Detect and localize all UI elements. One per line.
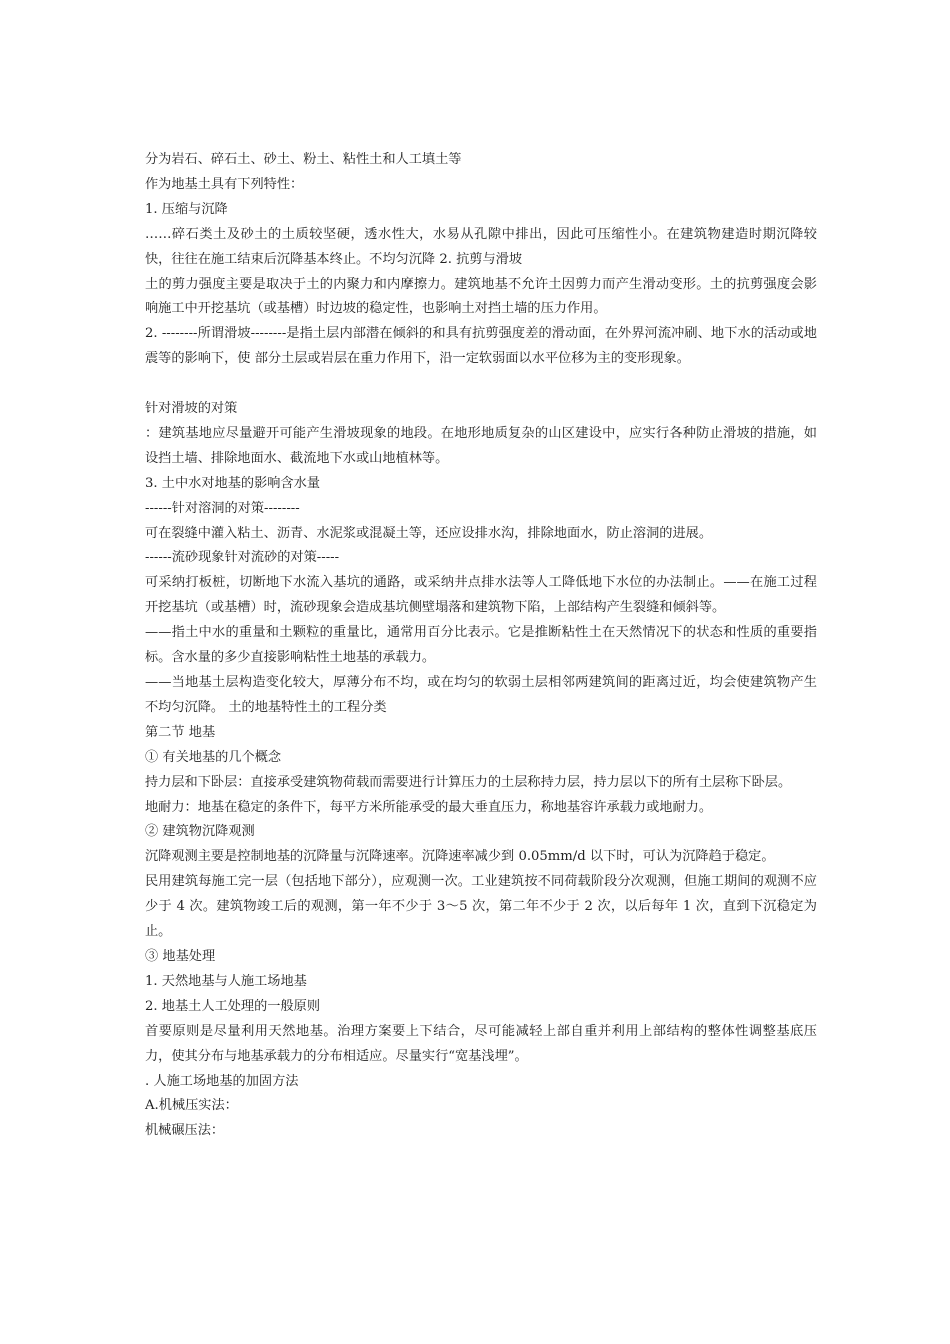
paragraph-bearing-capacity: 地耐力：地基在稳定的条件下，每平方米所能承受的最大垂直压力，称地基容许承载力或地耐力。	[145, 799, 713, 815]
heading-mechanical-rolling: 机械碾压法：	[145, 1123, 225, 1139]
heading-compression-settlement: 1. 压缩与沉降	[145, 201, 228, 217]
heading-reinforcement-methods: . 人施工场地基的加固方法	[145, 1073, 299, 1089]
blank-line	[145, 372, 817, 397]
paragraph-water-content-definition: ——指土中水的重量和土颗粒的重量比，通常用百分比表示。它是推断粘性土在天然情况下的状态和性质的重要指标。含水量的多少直接影响粘性土地基的承载力。	[145, 625, 817, 666]
heading-mechanical-compaction: A.机械压实法：	[145, 1098, 238, 1114]
heading-section-2-foundation: 第二节 地基	[145, 724, 216, 740]
heading-settlement-observation: ② 建筑物沉降观测	[145, 824, 255, 840]
paragraph-quicksand-countermeasures: 可采纳打板桩，切断地下水流入基坑的通路，或采纳井点排水法等人工降低地下水位的办法制止。——在施工过程开挖基坑（或基槽）时，流砂现象会造成基坑侧壁塌落和建筑物下陷，上部结构产生裂缝和倾斜等。	[145, 575, 817, 616]
paragraph-shear-strength: 土的剪力强度主要是取决于土的内聚力和内摩擦力。建筑地基不允许土因剪力而产生滑动变形。土的抗剪强度会影响施工中开挖基坑（或基槽）时边坡的稳定性，也影响土对挡土墙的压力作用。	[145, 276, 817, 317]
heading-karst-countermeasures: ------针对溶洞的对策--------	[145, 500, 300, 516]
paragraph-settlement-rate: 沉降观测主要是控制地基的沉降量与沉降速率。沉降速率减少到 0.05mm/d 以下时，可认为沉降趋于稳定。	[145, 849, 775, 865]
heading-foundation-treatment: ③ 地基处理	[145, 948, 216, 964]
paragraph-observation-frequency: 民用建筑每施工完一层（包括地下部分），应观测一次。工业建筑按不同荷载阶段分次观测，但施工期间的观测不应少于 4 次。建筑物竣工后的观测，第一年不少于 3～5 次，第二年不少于 2 次，以后每年 1 次，直到下沉稳定为止。	[145, 874, 817, 940]
paragraph-soil-properties-intro: 作为地基土具有下列特性：	[145, 176, 304, 192]
paragraph-treatment-principles: 首要原则是尽量利用天然地基。治理方案要上下结合，尽可能减轻上部自重并利用上部结构的整体性调整基底压力，使其分布与地基承载力的分布相适应。尽量实行“宽基浅埋”。	[145, 1023, 817, 1064]
heading-treatment-principles: 2. 地基土人工处理的一般原则	[145, 998, 321, 1014]
heading-natural-artificial-foundation: 1. 天然地基与人施工场地基	[145, 973, 307, 989]
paragraph-landslide-definition: 2. --------所谓滑坡--------是指土层内部潜在倾斜的和具有抗剪强度差的滑动面，在外界河流冲刷、地下水的活动或地震等的影响下，使 部分土层或岩层在重力作用下，沿一定软弱面以水平位移为主的变形现象。	[145, 326, 817, 367]
paragraph-bearing-layer: 持力层和下卧层：直接承受建筑物荷载而需要进行计算压力的土层称持力层，持力层以下的所有土层称下卧层。	[145, 774, 792, 790]
paragraph-uneven-settlement: ——当地基土层构造变化较大，厚薄分布不均，或在均匀的软弱土层相邻两建筑间的距离过近，均会使建筑物产生不均匀沉降。 土的地基特性土的工程分类	[145, 675, 817, 715]
heading-landslide-countermeasures: 针对滑坡的对策	[145, 401, 238, 417]
heading-foundation-concepts: ① 有关地基的几个概念	[145, 749, 282, 765]
paragraph-landslide-countermeasures: ：建筑基地应尽量避开可能产生滑坡现象的地段。在地形地质复杂的山区建设中，应实行各种防止滑坡的措施，如设挡土墙、排除地面水、截流地下水或山地植林等。	[145, 425, 817, 466]
heading-quicksand-countermeasures: ------流砂现象针对流砂的对策-----	[145, 550, 340, 566]
paragraph-karst-countermeasures: 可在裂缝中灌入粘土、沥青、水泥浆或混凝土等，还应设排水沟，排除地面水，防止溶洞的进展。	[145, 525, 713, 541]
document-body	[145, 148, 817, 1144]
heading-water-content: 3. 土中水对地基的影响含水量	[145, 475, 321, 491]
paragraph-gravel-sand: ……碎石类土及砂土的土质较坚硬，透水性大，水易从孔隙中排出，因此可压缩性小。在建筑物建造时期沉降较快，往往在施工结束后沉降基本终止。不均匀沉降 2. 抗剪与滑坡	[145, 226, 817, 267]
paragraph-soil-types: 分为岩石、碎石土、砂土、粉土、粘性土和人工填土等	[145, 152, 462, 167]
